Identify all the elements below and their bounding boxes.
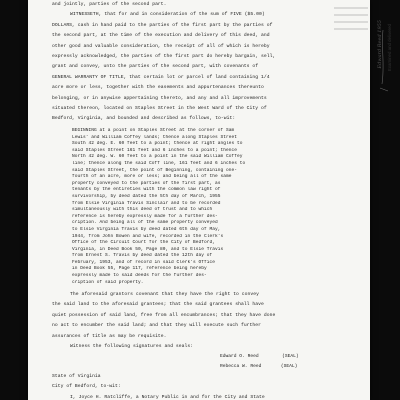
signature-line-1 [220, 352, 299, 362]
text-line: City of Bedford, to-wit: [52, 384, 121, 390]
text-line: other good and valuable consideration, the receipt of all of which is hereby [52, 43, 270, 49]
description-line: to Elsie Virginia Travis by deed dated 6th day of May, [72, 226, 221, 232]
text-line: Witness the following signatures and seals: [70, 344, 194, 350]
text-line: the second part, at the time of the execution and delivery of this deed, and [52, 33, 270, 39]
description-line: in Deed Book 55, Page 117, reference being hereby [72, 266, 207, 272]
description-line: South 42 deg. E. 60 feet to a point; thence at right angles to [72, 141, 243, 147]
text-line: DOLLARS, cash in hand paid to the parties of the first part by the parties of [52, 22, 273, 28]
description-line: from Ernest S. Travis by deed dated the 12th day of [72, 253, 213, 259]
description-line: said Staples Street 161 feet and 6 inches to a point; thence [72, 147, 238, 153]
description-line: BEGINNING at a point on Staples Street at the corner of Sam [72, 128, 235, 133]
description-line: cription. And being all of the same property conveyed [72, 220, 218, 226]
text-line: acre more or less, together with the easements and appurtenances thereunto [52, 85, 264, 91]
description-line: February, 1953, and of record in said Clerk's Office [72, 259, 216, 265]
description-line: from Elsie Virginia Travis Sinclair and to be recorded [72, 200, 221, 206]
text-line: GENERAL WARRANTY OF TITLE, that certain lot or parcel of land containing 1/4 [52, 74, 270, 80]
description-line: North 42 deg. W. 60 feet to a point in the said William Coffey [72, 154, 243, 160]
description-line: fourth of an acre, more or less; and being all of the same [72, 174, 232, 180]
signature-name: Edward O. Reed [220, 354, 259, 359]
acknowledgment [52, 372, 342, 400]
seal-label: (SEAL) [282, 354, 299, 359]
description-line: survivorship, by deed dated the 5th day of March, 1955 [72, 193, 221, 199]
text-line: Bedford, Virginia, and bounded and described as follows, to-wit: [52, 116, 236, 122]
margin-printed-note: Examined and delivered [387, 24, 392, 72]
text-line: and jointly, parties of the second part. [52, 2, 167, 7]
description-line: Office of the Circuit Court for the City of Bedford, [72, 240, 216, 246]
description-line: tenants by the entireties with the common law right of [72, 187, 221, 193]
text-line: the said land to the aforesaid grantees; that the said grantees shall have [52, 302, 264, 308]
text-line: situated thereon, located on Staples Street in the West Ward of the City of [52, 106, 267, 112]
text-line: quiet possession of said land, free from all encumbrances; that they have done [52, 312, 276, 318]
text-line: The aforesaid grantors covenant that they have the right to convey [70, 292, 259, 297]
text-line: grant and convey, unto the parties of the second part, with covenants of [52, 64, 259, 70]
description-line: simultaneously with this deed of trust and to which [72, 207, 213, 213]
margin-notation [374, 18, 396, 178]
description-line: reference is hereby expressly made for a further des- [72, 213, 218, 219]
text-line: belonging, or in anywise appertaining thereto, and any and all improvements [52, 95, 267, 101]
text-line: no act to encumber the said land; and that they will execute such further [52, 323, 261, 329]
property-description [52, 128, 342, 286]
signature-line-2 [220, 362, 297, 372]
description-line: property conveyed to the parties of the first part, as [72, 180, 221, 186]
document-text [52, 0, 342, 400]
text-line: expressly acknowledged, the parties of the first part do hereby bargain, sell, [52, 54, 276, 60]
margin-handwritten-note: Edward Reed 1955 [377, 20, 383, 69]
description-line: line; thence along the said Coff line, 161 feet and 6 inches to [72, 160, 246, 166]
signature-name: Rebecca W. Reed [220, 364, 262, 369]
margin-ink-strokes [374, 18, 396, 178]
text-line: State of Virginia [52, 374, 101, 379]
opening-paragraphs [52, 0, 342, 125]
description-line: said Staples Street, the point of Beginning, containing one- [72, 167, 238, 173]
text-line: assurances of title as may be requisite. [52, 333, 167, 339]
description-line: Virginia, in Deed Book 50, Page 80, and to Elsie Travis [72, 246, 224, 252]
description-line: 1944, from John Bowen and wife, recorded in the Clerk's [72, 233, 224, 239]
text-line: I, Joyce H. Ratcliffe, a Notary Public in and for the City and State [70, 394, 265, 400]
description-line: Lewis' and William Coffey lands; thence along Staples Street [72, 134, 238, 140]
covenant-paragraph [52, 290, 342, 352]
seal-label: (SEAL) [280, 364, 298, 369]
text-line: WITNESSETH, that for and in consideration of the sum of FIVE ($5.00) [70, 12, 265, 18]
description-line: cription of said property. [72, 279, 144, 285]
description-line: expressly made to said deeds for the further des- [72, 273, 207, 279]
